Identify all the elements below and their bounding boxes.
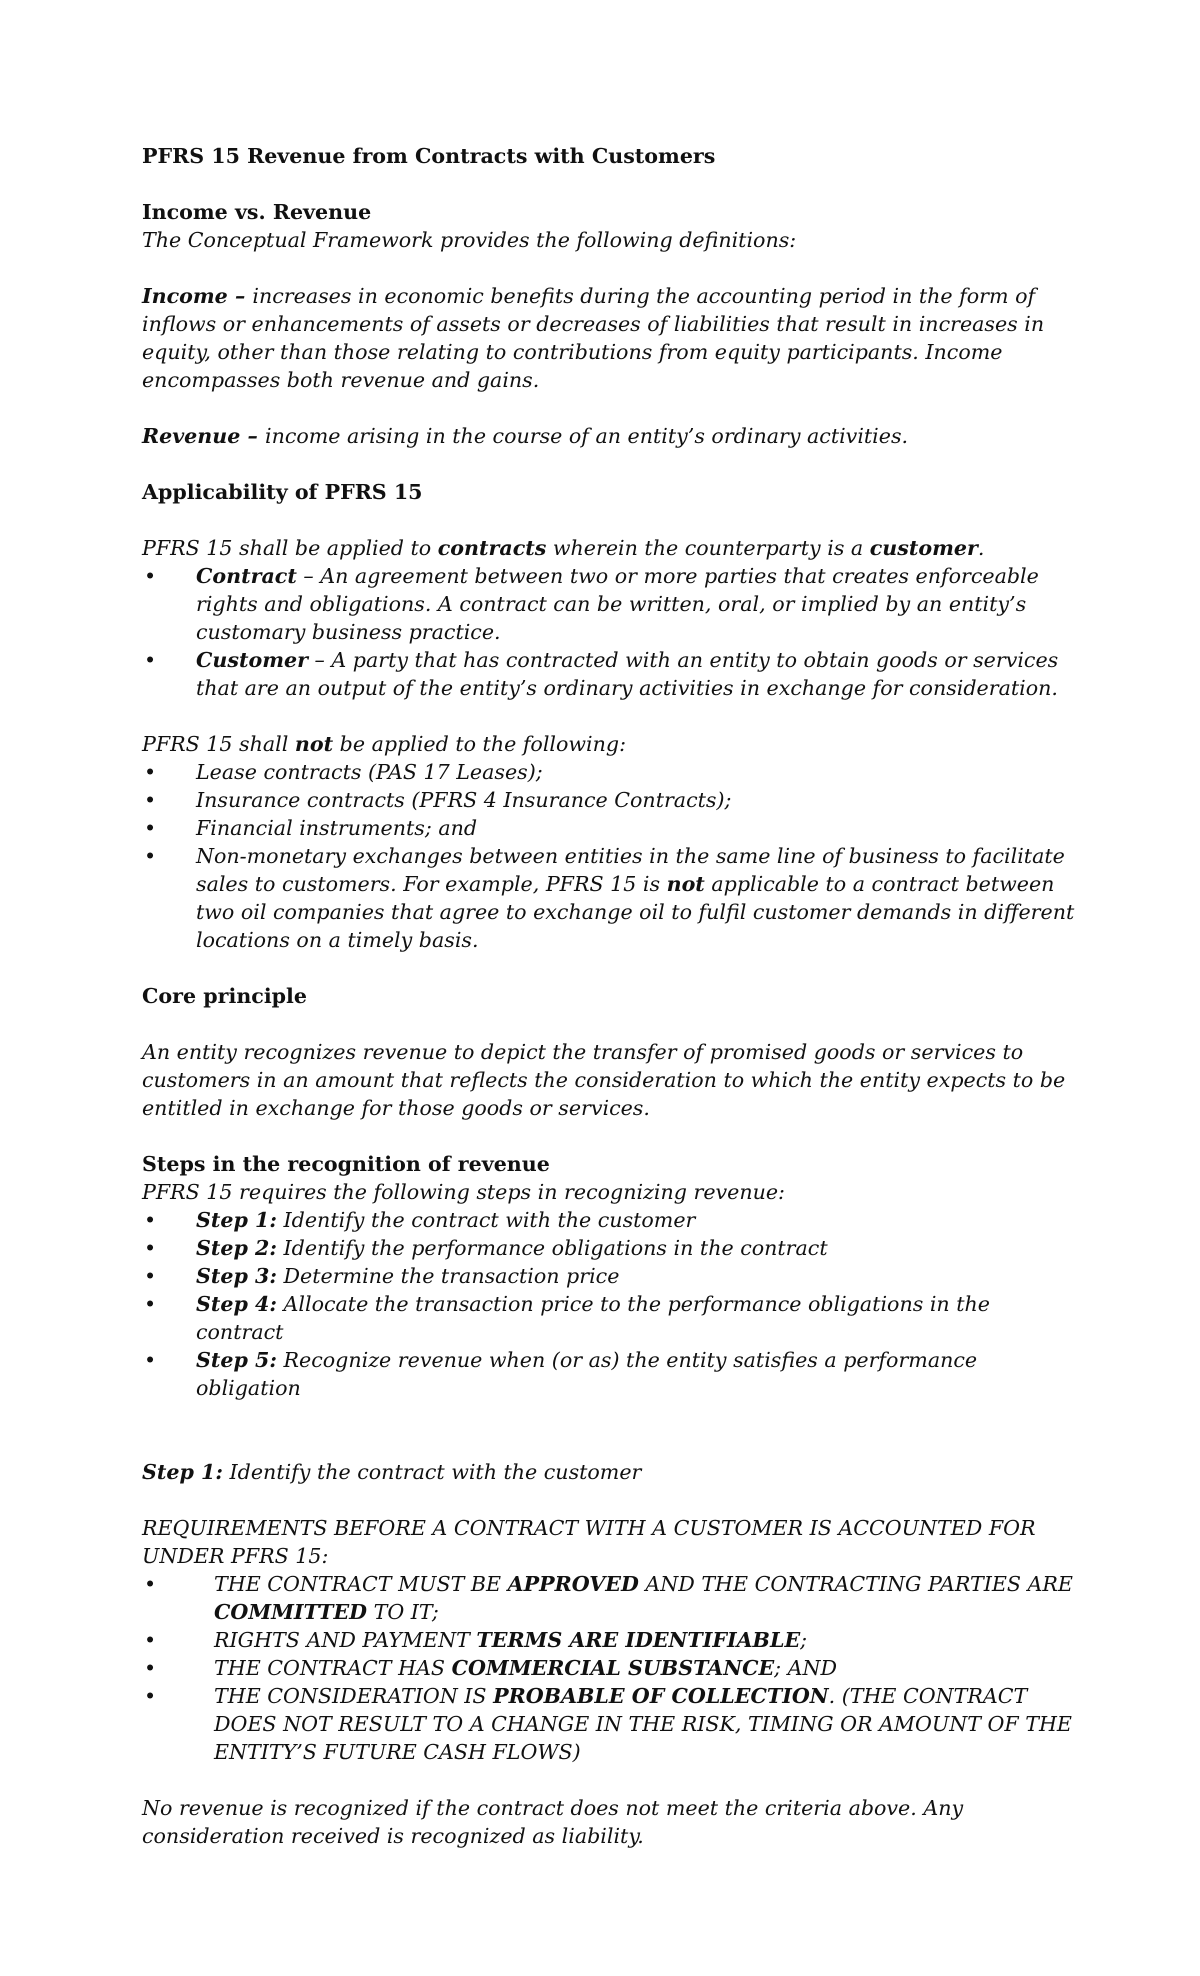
req-text: THE CONSIDERATION IS xyxy=(214,1684,494,1708)
step-text: Identify the performance obligations in the contract xyxy=(277,1236,828,1260)
step-text: Recognize revenue when (or as) the entity satisfies a performance obligation xyxy=(196,1348,978,1400)
core-principle-heading: Core principle xyxy=(142,984,307,1008)
exclusion-text: Financial instruments; and xyxy=(196,816,478,840)
list-item xyxy=(142,1262,1082,1290)
applied-pre: PFRS 15 shall be applied to xyxy=(142,536,438,560)
core-principle-text: An entity recognizes revenue to depict the transfer of promised goods or services to customers in an amount that reflects the consideration to which the entity expects to be entitled in exchange for those goods or services. xyxy=(142,1040,1066,1120)
step-text: Identify the contract with the customer xyxy=(277,1208,696,1232)
list-item xyxy=(142,1626,1082,1654)
req-text: THE CONTRACT MUST BE xyxy=(214,1572,508,1596)
nonmonetary-not: not xyxy=(666,872,705,896)
not-pre: PFRS 15 shall xyxy=(142,732,295,756)
applied-contracts: contracts xyxy=(437,536,547,560)
income-vs-revenue-heading: Income vs. Revenue xyxy=(142,200,372,224)
applied-end: . xyxy=(977,536,985,560)
req-text: RIGHTS AND PAYMENT xyxy=(214,1628,477,1652)
list-item xyxy=(142,1682,1082,1766)
req-emphasis: COMMITTED xyxy=(214,1600,368,1624)
req-text: THE CONTRACT HAS xyxy=(214,1656,452,1680)
step-text: Determine the transaction price xyxy=(277,1264,620,1288)
step1-label: Step 1: xyxy=(142,1460,223,1484)
bullet-icon: • xyxy=(144,1348,157,1372)
bullet-icon: • xyxy=(144,844,157,868)
bullet-icon: • xyxy=(144,1264,157,1288)
list-item xyxy=(142,1206,1082,1234)
req-text: AND THE CONTRACTING PARTIES ARE xyxy=(638,1572,1073,1596)
requirements-heading: REQUIREMENTS BEFORE A CONTRACT WITH A CUSTOMER IS ACCOUNTED FOR UNDER PFRS 15: xyxy=(142,1516,1036,1568)
contract-term: Contract xyxy=(196,564,297,588)
list-item xyxy=(142,1570,1082,1626)
list-item xyxy=(142,758,1082,786)
bullet-icon: • xyxy=(144,1208,157,1232)
step-label: Step 4: xyxy=(196,1292,277,1316)
list-item xyxy=(142,1346,1082,1402)
bullet-icon: • xyxy=(144,788,157,812)
bullet-icon: • xyxy=(144,564,157,588)
step-label: Step 2: xyxy=(196,1236,277,1260)
income-definition xyxy=(142,282,1082,394)
step-label: Step 3: xyxy=(196,1264,277,1288)
step-label: Step 5: xyxy=(196,1348,277,1372)
bullet-icon: • xyxy=(144,1236,157,1260)
framework-intro: The Conceptual Framework provides the following definitions: xyxy=(142,228,797,252)
exclusion-text: Insurance contracts (PFRS 4 Insurance Contracts); xyxy=(196,788,732,812)
step-text: Allocate the transaction price to the performance obligations in the contract xyxy=(196,1292,990,1344)
list-item xyxy=(142,1290,1082,1346)
not-word: not xyxy=(294,732,334,756)
contract-def: – An agreement between two or more parties that creates enforceable rights and obligations. A contract can be written, oral, or implied by an entity’s customary business practice. xyxy=(196,564,1039,644)
bullet-icon: • xyxy=(144,1628,157,1652)
bullet-icon: • xyxy=(144,1656,157,1680)
req-text: ; AND xyxy=(774,1656,838,1680)
bullet-icon: • xyxy=(144,1684,157,1708)
revenue-def-text: income arising in the course of an entity’s ordinary activities. xyxy=(264,424,909,448)
list-item xyxy=(142,786,1082,814)
applied-customer: customer xyxy=(869,536,978,560)
income-def-text: increases in economic benefits during the accounting period in the form of inflows or enhancements of assets or decreases of liabilities that result in increases in equity, other than those relating to contributions from equity participants. Income encompasses both revenue and gains. xyxy=(142,284,1045,392)
bullet-icon: • xyxy=(144,760,157,784)
income-term: Income – xyxy=(142,284,253,308)
list-item xyxy=(142,562,1082,646)
req-emphasis: TERMS ARE IDENTIFIABLE xyxy=(476,1628,801,1652)
not-post: be applied to the following: xyxy=(333,732,627,756)
list-item xyxy=(142,1654,1082,1682)
revenue-definition xyxy=(142,422,1082,450)
steps-intro: PFRS 15 requires the following steps in recognizing revenue: xyxy=(142,1180,785,1204)
bullet-icon: • xyxy=(144,816,157,840)
applied-statement xyxy=(142,534,1082,562)
nonmonetary-post: applicable to a contract between two oil companies that agree to exchange oil to fulfil customer demands in different locations on a timely basis. xyxy=(196,872,1075,952)
exclusions-list xyxy=(142,758,1082,954)
document-page xyxy=(142,142,1082,1850)
list-item xyxy=(142,842,1082,954)
list-item xyxy=(142,646,1082,702)
list-item xyxy=(142,1234,1082,1262)
steps-heading: Steps in the recognition of revenue xyxy=(142,1152,550,1176)
document-title: PFRS 15 Revenue from Contracts with Customers xyxy=(142,144,716,168)
bullet-icon: • xyxy=(144,648,157,672)
nonmonetary-pre: Non-monetary exchanges between entities in the same line of business to facilitate sales to customers. For example, PFRS 15 is xyxy=(196,844,1065,896)
req-text: . (THE CONTRACT DOES NOT RESULT TO A CHANGE IN THE RISK, TIMING OR AMOUNT OF THE ENTITY’S FUTURE CASH FLOWS) xyxy=(214,1684,1072,1764)
list-item xyxy=(142,814,1082,842)
req-text: TO IT; xyxy=(367,1600,439,1624)
applied-mid: wherein the counterparty is a xyxy=(546,536,870,560)
req-text: ; xyxy=(800,1628,808,1652)
steps-list xyxy=(142,1206,1082,1402)
exclusion-text: Lease contracts (PAS 17 Leases); xyxy=(196,760,543,784)
req-emphasis: PROBABLE OF COLLECTION xyxy=(493,1684,829,1708)
bullet-icon: • xyxy=(144,1572,157,1596)
requirements-list xyxy=(142,1570,1082,1766)
closing-note: No revenue is recognized if the contract does not meet the criteria above. Any consideration received is recognized as liability. xyxy=(142,1796,964,1848)
step1-heading xyxy=(142,1458,1082,1486)
bullet-icon: • xyxy=(144,1292,157,1316)
req-emphasis: COMMERCIAL SUBSTANCE xyxy=(451,1656,775,1680)
customer-def: – A party that has contracted with an entity to obtain goods or services that are an output of the entity’s ordinary activities in exchange for consideration. xyxy=(196,648,1059,700)
step1-text: Identify the contract with the customer xyxy=(223,1460,642,1484)
step-label: Step 1: xyxy=(196,1208,277,1232)
not-applied-statement xyxy=(142,730,1082,758)
applicability-heading: Applicability of PFRS 15 xyxy=(142,480,423,504)
revenue-term: Revenue – xyxy=(142,424,265,448)
definitions-list xyxy=(142,562,1082,702)
customer-term: Customer xyxy=(196,648,308,672)
req-emphasis: APPROVED xyxy=(507,1572,639,1596)
